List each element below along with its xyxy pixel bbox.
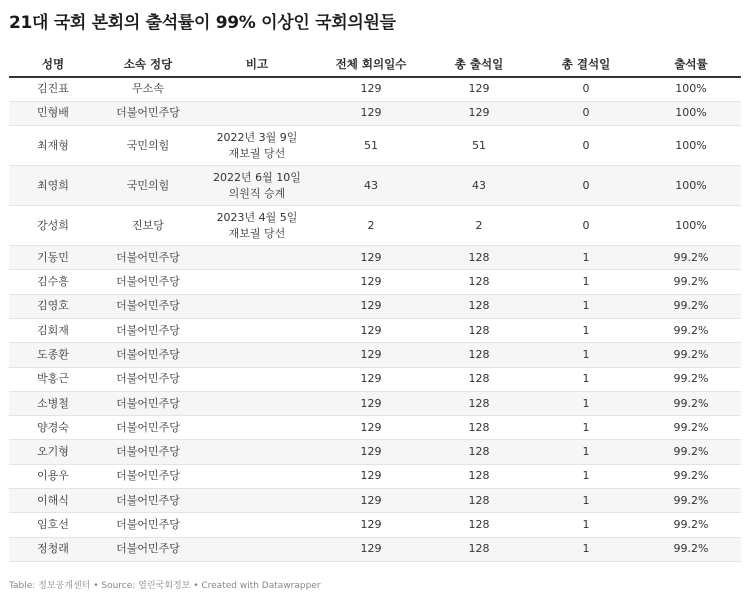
cell-absent: 0 xyxy=(531,166,641,206)
cell-attended: 129 xyxy=(427,77,531,101)
cell-rate: 100% xyxy=(641,166,741,206)
cell-name: 이용우 xyxy=(9,464,97,488)
cell-name: 양경숙 xyxy=(9,416,97,440)
cell-absent: 0 xyxy=(531,126,641,166)
cell-attended: 128 xyxy=(427,416,531,440)
cell-party: 무소속 xyxy=(97,77,199,101)
cell-rate: 99.2% xyxy=(641,294,741,318)
cell-rate: 100% xyxy=(641,101,741,125)
cell-party: 진보당 xyxy=(97,206,199,246)
table-row xyxy=(9,101,741,125)
cell-name: 오기형 xyxy=(9,440,97,464)
cell-note xyxy=(199,489,315,513)
cell-attended: 128 xyxy=(427,537,531,561)
cell-party: 더불어민주당 xyxy=(97,513,199,537)
cell-absent: 1 xyxy=(531,537,641,561)
cell-attended: 128 xyxy=(427,464,531,488)
table-row xyxy=(9,166,741,206)
cell-rate: 99.2% xyxy=(641,537,741,561)
table-row xyxy=(9,391,741,415)
note-line-date: 2022년 6월 10일 xyxy=(213,170,301,184)
cell-total: 129 xyxy=(315,367,427,391)
cell-total: 129 xyxy=(315,77,427,101)
cell-absent: 1 xyxy=(531,343,641,367)
cell-note xyxy=(199,77,315,101)
cell-absent: 1 xyxy=(531,513,641,537)
cell-note xyxy=(199,367,315,391)
cell-rate: 99.2% xyxy=(641,416,741,440)
cell-party: 더불어민주당 xyxy=(97,391,199,415)
cell-note xyxy=(199,391,315,415)
cell-attended: 128 xyxy=(427,318,531,342)
cell-total: 129 xyxy=(315,270,427,294)
cell-rate: 100% xyxy=(641,77,741,101)
cell-attended: 128 xyxy=(427,270,531,294)
cell-absent: 1 xyxy=(531,489,641,513)
table-row xyxy=(9,537,741,561)
cell-total: 129 xyxy=(315,101,427,125)
cell-rate: 99.2% xyxy=(641,270,741,294)
cell-name: 김수흥 xyxy=(9,270,97,294)
note-line-event: 재보궐 당선 xyxy=(228,146,286,160)
cell-party: 더불어민주당 xyxy=(97,464,199,488)
table-header-row xyxy=(9,51,741,77)
table-row xyxy=(9,270,741,294)
cell-party: 더불어민주당 xyxy=(97,294,199,318)
cell-rate: 99.2% xyxy=(641,440,741,464)
cell-absent: 0 xyxy=(531,206,641,246)
cell-note xyxy=(199,101,315,125)
cell-party: 더불어민주당 xyxy=(97,367,199,391)
cell-total: 51 xyxy=(315,126,427,166)
cell-rate: 100% xyxy=(641,126,741,166)
attendance-table xyxy=(9,51,741,562)
cell-total: 129 xyxy=(315,537,427,561)
cell-total: 129 xyxy=(315,440,427,464)
cell-attended: 128 xyxy=(427,246,531,270)
cell-party: 국민의힘 xyxy=(97,126,199,166)
cell-party: 더불어민주당 xyxy=(97,318,199,342)
cell-party: 더불어민주당 xyxy=(97,343,199,367)
cell-attended: 128 xyxy=(427,367,531,391)
cell-note xyxy=(199,440,315,464)
cell-attended: 128 xyxy=(427,489,531,513)
source-footer: Table: 정보공개센터 • Source: 열린국회정보 • Created with Datawrapper xyxy=(9,581,321,591)
cell-name: 최재형 xyxy=(9,126,97,166)
column-header-attendance-rate: 출석률 xyxy=(641,51,741,77)
cell-rate: 99.2% xyxy=(641,464,741,488)
table-row xyxy=(9,513,741,537)
cell-total: 129 xyxy=(315,464,427,488)
table-row xyxy=(9,126,741,166)
cell-name: 김회재 xyxy=(9,318,97,342)
column-header-name: 성명 xyxy=(9,51,97,77)
cell-rate: 99.2% xyxy=(641,513,741,537)
cell-total: 129 xyxy=(315,294,427,318)
cell-name: 김영호 xyxy=(9,294,97,318)
cell-absent: 1 xyxy=(531,440,641,464)
table-row xyxy=(9,77,741,101)
cell-name: 소병철 xyxy=(9,391,97,415)
cell-total: 2 xyxy=(315,206,427,246)
table-row xyxy=(9,294,741,318)
cell-rate: 99.2% xyxy=(641,343,741,367)
cell-attended: 128 xyxy=(427,513,531,537)
table-row xyxy=(9,416,741,440)
column-header-total-sessions: 전체 회의일수 xyxy=(315,51,427,77)
cell-absent: 1 xyxy=(531,367,641,391)
cell-rate: 99.2% xyxy=(641,489,741,513)
cell-note xyxy=(199,294,315,318)
cell-absent: 1 xyxy=(531,318,641,342)
cell-name: 강성희 xyxy=(9,206,97,246)
table-row xyxy=(9,343,741,367)
cell-note xyxy=(199,206,315,246)
cell-party: 국민의힘 xyxy=(97,166,199,206)
cell-attended: 128 xyxy=(427,391,531,415)
table-row xyxy=(9,367,741,391)
cell-total: 129 xyxy=(315,391,427,415)
cell-absent: 1 xyxy=(531,270,641,294)
cell-party: 더불어민주당 xyxy=(97,537,199,561)
cell-party: 더불어민주당 xyxy=(97,416,199,440)
cell-rate: 99.2% xyxy=(641,318,741,342)
cell-name: 박홍근 xyxy=(9,367,97,391)
cell-rate: 100% xyxy=(641,206,741,246)
cell-party: 더불어민주당 xyxy=(97,489,199,513)
cell-note xyxy=(199,270,315,294)
cell-absent: 0 xyxy=(531,77,641,101)
cell-absent: 1 xyxy=(531,391,641,415)
cell-total: 129 xyxy=(315,489,427,513)
cell-name: 민형배 xyxy=(9,101,97,125)
cell-note xyxy=(199,166,315,206)
cell-rate: 99.2% xyxy=(641,246,741,270)
cell-note xyxy=(199,318,315,342)
note-line-event: 의원직 승계 xyxy=(228,186,286,200)
cell-party: 더불어민주당 xyxy=(97,270,199,294)
cell-name: 김진표 xyxy=(9,77,97,101)
cell-attended: 129 xyxy=(427,101,531,125)
cell-absent: 1 xyxy=(531,416,641,440)
cell-rate: 99.2% xyxy=(641,391,741,415)
cell-name: 최영희 xyxy=(9,166,97,206)
cell-attended: 43 xyxy=(427,166,531,206)
cell-rate: 99.2% xyxy=(641,367,741,391)
cell-name: 이해식 xyxy=(9,489,97,513)
cell-party: 더불어민주당 xyxy=(97,440,199,464)
cell-note xyxy=(199,343,315,367)
cell-note xyxy=(199,513,315,537)
cell-absent: 1 xyxy=(531,246,641,270)
cell-total: 129 xyxy=(315,246,427,270)
cell-name: 정청래 xyxy=(9,537,97,561)
note-line-date: 2023년 4월 5일 xyxy=(216,210,298,224)
page-title: 21대 국회 본회의 출석률이 99% 이상인 국회의원들 xyxy=(9,13,396,33)
cell-attended: 128 xyxy=(427,294,531,318)
cell-name: 임호선 xyxy=(9,513,97,537)
cell-party: 더불어민주당 xyxy=(97,246,199,270)
cell-party: 더불어민주당 xyxy=(97,101,199,125)
table-row xyxy=(9,464,741,488)
cell-note xyxy=(199,416,315,440)
cell-absent: 1 xyxy=(531,464,641,488)
cell-attended: 51 xyxy=(427,126,531,166)
cell-note xyxy=(199,126,315,166)
column-header-attended: 총 출석일 xyxy=(427,51,531,77)
cell-absent: 0 xyxy=(531,101,641,125)
cell-name: 도종환 xyxy=(9,343,97,367)
note-line-event: 재보궐 당선 xyxy=(228,226,286,240)
cell-note xyxy=(199,537,315,561)
cell-name: 기동민 xyxy=(9,246,97,270)
cell-attended: 128 xyxy=(427,343,531,367)
cell-total: 129 xyxy=(315,343,427,367)
column-header-note: 비고 xyxy=(199,51,315,77)
note-line-date: 2022년 3월 9일 xyxy=(216,130,298,144)
table-row xyxy=(9,318,741,342)
table-row xyxy=(9,489,741,513)
cell-total: 43 xyxy=(315,166,427,206)
cell-total: 129 xyxy=(315,416,427,440)
cell-attended: 128 xyxy=(427,440,531,464)
cell-total: 129 xyxy=(315,318,427,342)
cell-note xyxy=(199,246,315,270)
column-header-absent: 총 결석일 xyxy=(531,51,641,77)
cell-attended: 2 xyxy=(427,206,531,246)
cell-total: 129 xyxy=(315,513,427,537)
cell-note xyxy=(199,464,315,488)
cell-absent: 1 xyxy=(531,294,641,318)
table-row xyxy=(9,246,741,270)
table-row xyxy=(9,206,741,246)
column-header-party: 소속 정당 xyxy=(97,51,199,77)
table-row xyxy=(9,440,741,464)
